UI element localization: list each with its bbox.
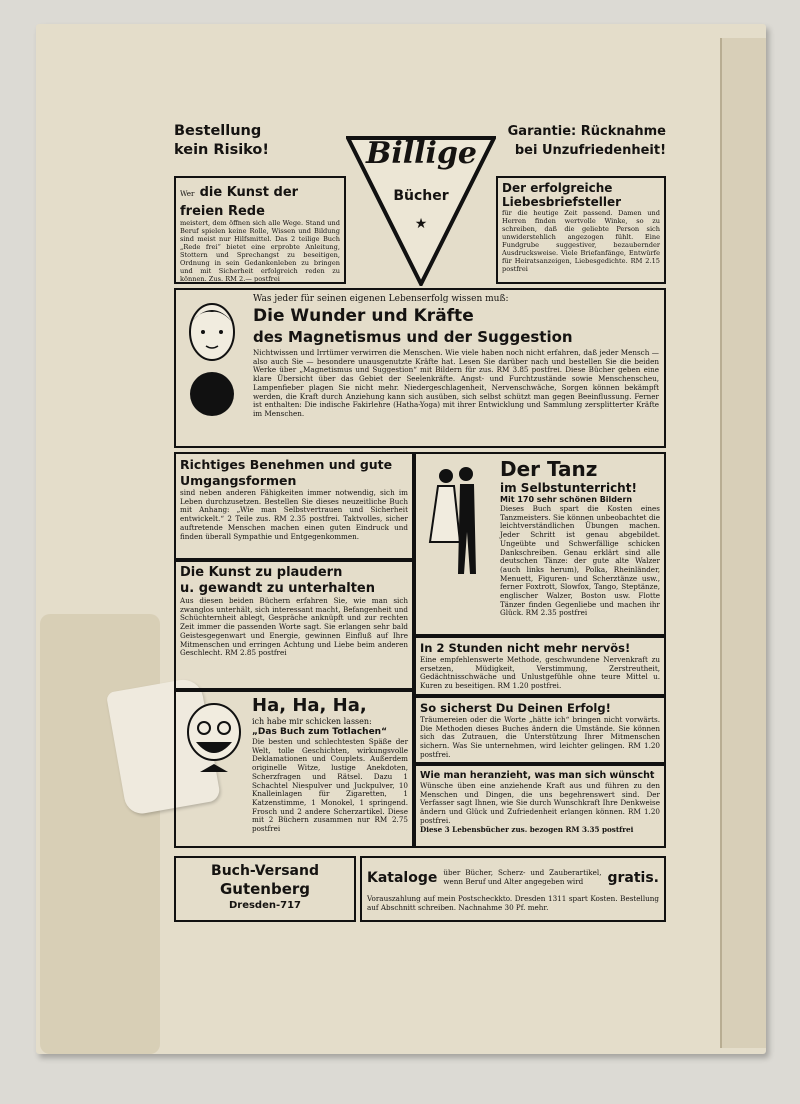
katalog-text: über Bücher, Scherz- und Zauberartikel, wenn Beruf und Alter angegeben wird [443, 868, 602, 886]
triangle-title: Billige [366, 136, 478, 171]
haha-body: Die besten und schlechtesten Späße der Welt, tolle Geschichten, wirkungsvolle Deklamationen und Couplets. Außerdem originelle Witze, lustige Anekdoten, Scherzfragen und Rätsel. Dazu 1 Schachtel Niespulver und Juckpulver, 10 Knalleinlagen für Zigaretten, 1 Katzenstimme, 1 Monokel, 1 springend. Frosch und 2 andere Scherzartikel. Diese mit 2 Büchern zusammen nur RM 2.75 postfrei [252, 737, 408, 834]
header-right-line2: bei Unzufriedenheit! [514, 143, 666, 158]
haha-book: „Das Buch zum Totlachen“ [252, 727, 388, 737]
paper-stain [40, 614, 160, 1054]
ad-heranzieht [414, 764, 666, 848]
haha-title: Ha, Ha, Ha, [252, 695, 367, 716]
star-icon: ★ [414, 216, 428, 232]
tanz-subtitle-2: Mit 170 sehr schönen Bildern [500, 495, 633, 504]
katalog-title: Kataloge [367, 870, 438, 886]
tanz-title: Der Tanz [500, 457, 598, 481]
magnet-body: Nichtwissen und Irrtümer verwirren die Menschen. Wie viele haben noch nicht erfahren, daß jeder Mensch — also auch Sie — besondere unausgenutzte Kräfte hat. Lesen Sie darüber nach und bestellen Sie die beiden Werke über „Magnetismus und Suggestion“ mit Bildern für zus. RM 3.85 postfrei. Diese Bücher geben eine klare Übersicht über das Gebiet der Seelenkräfte. Angst- und Furchtzustände sowie Menschenscheu, Lampenfieber plagen Sie nicht mehr. Niedergeschlagenheit, Nervenschwäche, Sorgen können bekämpft werden, die Kraft durch Anziehung kann sich ausüben, sich selbst schützt man gegen Beeinflussung. Ferner ist enthalten: Die indische Fakirlehre (Hatha-Yoga) mit ihrer Entwicklung und Sammlung zersplitterter Kräfte im Menschen. [253, 348, 659, 418]
erfolg-body: Träumereien oder die Worte „hätte ich“ bringen nicht vorwärts. Die Methoden dieses Buches ändern die Umstände. Sie können sich das Zutrauen, die Unterstützung Ihrer Mitmenschen sichern. Was Sie unternehmen, wird leichter gelingen. RM 1.20 postfrei. [420, 715, 660, 759]
header-left [174, 122, 344, 160]
magnet-intro: Was jeder für seinen eigenen Lebenserfolg wissen muß: [253, 294, 509, 304]
heranzieht-total: Diese 3 Lebensbücher zus. bezogen RM 3.35 postfrei [420, 824, 634, 834]
nervoes-body: Eine empfehlenswerte Methode, geschwundene Nervenkraft zu ersetzen, Müdigkeit, Verstimmung, Zerstreutheit, Gedächtnisschwäche und Unlustgefühle ohne teure Mittel u. Kuren zu beseitigen. RM 1.20 postfrei. [420, 655, 660, 691]
nervoes-title: In 2 Stunden nicht mehr nervös! [420, 641, 631, 655]
benehmen-body: sind neben anderen Fähigkeiten immer notwendig, sich im Leben durchzusetzen. Bestellen Sie dieses neuzeitliche Buch mit Anhang: „Wie man Selbstvertrauen und Sicherheit entwickelt.“ 2 Teile zus. RM 2.35 postfrei. Taktvolles, sicher auftretende Menschen machen einen guten Eindruck und finden überall Sympathie und Entgegenkommen. [180, 488, 408, 541]
ad-magnetismus [174, 288, 666, 448]
katalog-gratis: gratis. [607, 870, 659, 886]
publisher-line3: Dresden-717 [228, 900, 302, 911]
footer-publisher [174, 856, 356, 922]
header-right-line1: Garantie: Rücknahme [507, 124, 666, 139]
header-left-line2: kein Risiko! [174, 142, 269, 158]
header-right [500, 122, 666, 160]
portrait-illustration [182, 298, 242, 418]
ad-benehmen [174, 452, 414, 560]
ad-erfolg [414, 696, 666, 764]
ad-tanz [414, 452, 666, 636]
laughing-man-illustration [180, 700, 248, 778]
tanz-subtitle: im Selbstunterricht! [500, 481, 637, 495]
dancing-couple-illustration [420, 462, 492, 582]
heranzieht-title: Wie man heranzieht, was man sich wünscht [420, 770, 655, 781]
magnet-title-2: des Magnetismus und der Suggestion [253, 328, 573, 346]
ad-plaudern [174, 560, 414, 690]
plaudern-title-1: Die Kunst zu plaudern [180, 565, 343, 580]
benehmen-title: Richtiges Benehmen und gute Umgangsformen [180, 457, 393, 488]
plaudern-title-2: u. gewandt zu unterhalten [180, 581, 375, 596]
liebe-title: Der erfolgreiche Liebesbriefsteller [502, 181, 622, 209]
tanz-body: Dieses Buch spart die Kosten eines Tanzmeisters. Sie können unbeobachtet die leichtverständlichen Übungen machen. Jeder Schritt ist genau abgebildet. Ungeübte und Schwerfällige schicken Dankschreiben. Genau erklärt sind alle deutschen Tänze: der gute alte Walzer (auch links herum), Polka, Rheinländer, Menuett, Figuren- und Scherztänze usw., ferner Foxtrott, Slowfox, Tango, Steptänze, englischer Walzer, Boston usw. Flotte Tänzer finden Gegenliebe und machen ihr Glück. RM 2.35 postfrei [500, 504, 660, 618]
heranzieht-body: Wünsche üben eine anziehende Kraft aus und führen zu den Menschen und Dingen, die uns begehrenswert sind. Der Verfasser sagt Ihnen, wie Sie durch Wunschkraft Ihre Denkweise ändern und Glück und Zufriedenheit erlangen können. RM 1.20 postfrei. [420, 781, 660, 825]
rede-body: meistert, dem öffnen sich alle Wege. Stand und Beruf spielen keine Rolle, Wissen und Bildung sind meist nur Hilfsmittel. Das 2 teilige Buch „Rede frei“ bietet eine erprobte Anleitung, Stottern und Sprechangst zu beseitigen, Ordnung in sein Gedankenleben zu bringen und mit Sicherheit erfolgreich reden zu können. Zus. RM 2.— postfrei [180, 219, 340, 283]
footer-catalog [360, 856, 666, 922]
plaudern-body: Aus diesen beiden Büchern erfahren Sie, wie man sich zwanglos unterhält, sich interessant macht, Befangenheit und Schüchternheit ablegt, Gespräche anknüpft und zur rechten Zeit immer die passenden Worte sagt. Sie erlangen sehr bald Geistesgegenwart und Energie, gewinnen Einfluß auf Ihre Mitmenschen und erringen Achtung und Liebe beim anderen Geschlecht. RM 2.85 postfrei [180, 596, 408, 658]
payment-info: Vorauszahlung auf mein Postscheckkto. Dresden 1311 spart Kosten. Bestellung auf Abschnitt schreiben. Nachnahme 30 Pf. mehr. [367, 894, 659, 912]
haha-intro: ich habe mir schicken lassen: [252, 717, 372, 726]
book-spine [720, 38, 766, 1048]
publisher-line2: Gutenberg [219, 880, 311, 898]
ad-haha [174, 690, 414, 848]
ad-rede [174, 176, 346, 284]
ad-liebesbriefsteller [496, 176, 666, 284]
advertisement-page [170, 120, 666, 924]
header-left-line1: Bestellung [174, 123, 262, 139]
liebe-body: für die heutige Zeit passend. Damen und Herren finden wertvolle Winke, so zu schreiben, daß die geliebte Person sich unwiderstehlich angezogen fühlt. Eine Fundgrube suggestiver, bezaubernder Ausdrucksweise. Viele Briefanfänge, Entwürfe für Heiratsanzeigen, Liebesgedichte. RM 2.15 postfrei [502, 209, 660, 273]
rede-title: die Kunst der freien Rede [180, 185, 299, 219]
magnet-title-1: Die Wunder und Kräfte [253, 306, 474, 326]
rede-lead: Wer [180, 189, 195, 198]
erfolg-title: So sicherst Du Deinen Erfolg! [420, 701, 611, 715]
publisher-line1: Buch-Versand [211, 863, 319, 879]
triangle-subtitle: Bücher [393, 188, 449, 204]
ad-nervoes [414, 636, 666, 696]
